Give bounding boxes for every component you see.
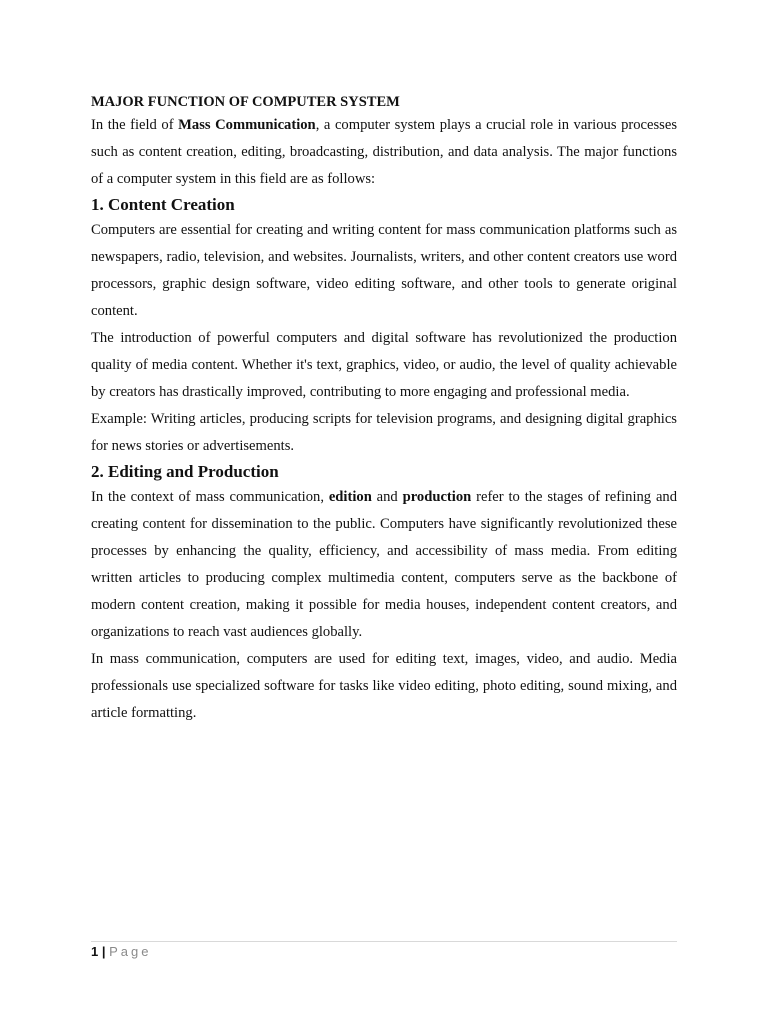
editing-text-c: and — [371, 489, 403, 505]
intro-bold-term: Mass Communication — [178, 117, 316, 133]
page-label: Page — [109, 944, 152, 959]
footer-separator: | — [101, 944, 106, 959]
intro-text-end: , a computer system plays a crucial role in various processes such as content creation, editing, broadcasting, distribution, and data analysis. The major functions of a computer system in this field are as follows: — [91, 117, 678, 187]
page-number: 1 — [91, 944, 99, 959]
content-creation-paragraph-1: Computers are essential for creating and writing content for mass communication platforms such as newspapers, radio, television, and websites. Journalists, writers, and other content creators use word processors, graphic design software, video editing software, and other tools to generate original content. — [91, 222, 677, 319]
intro-paragraph — [91, 112, 677, 193]
content-creation-example: Example: Writing articles, producing scripts for television programs, and designing digital graphics for news stories or advertisements. — [91, 411, 677, 454]
section-heading-editing-production: 2. Editing and Production — [91, 462, 279, 481]
page-footer — [91, 941, 677, 960]
editing-text-a: In the context of mass communication, — [91, 489, 329, 505]
editing-bold-edition: edition — [328, 489, 372, 505]
editing-production-paragraph-2: In mass communication, computers are used for editing text, images, video, and audio. Media professionals use specialized software for tasks like video editing, photo editing, sound mixing, and article formatting. — [91, 651, 677, 721]
editing-text-e: refer to the stages of refining and creating content for dissemination to the public. Computers have significantly revolutionized these processes by enhancing the quality, efficiency, and accessibility of mass media. From editing written articles to producing complex multimedia content, computers serve as the backbone of modern content creation, making it possible for media houses, independent content creators, and organizations to reach vast audiences globally. — [91, 489, 678, 640]
section-heading-content-creation: 1. Content Creation — [91, 195, 235, 214]
document-title: MAJOR FUNCTION OF COMPUTER SYSTEM — [91, 94, 400, 110]
content-creation-paragraph-2: The introduction of powerful computers and digital software has revolutionized the production quality of media content. Whether it's text, graphics, video, or audio, the level of quality achievable by creators has drastically improved, contributing to more engaging and professional media. — [91, 330, 677, 400]
editing-bold-production: production — [402, 489, 472, 505]
editing-production-paragraph-1 — [91, 484, 677, 646]
intro-text-start: In the field of — [91, 117, 179, 133]
document-body — [91, 92, 677, 727]
